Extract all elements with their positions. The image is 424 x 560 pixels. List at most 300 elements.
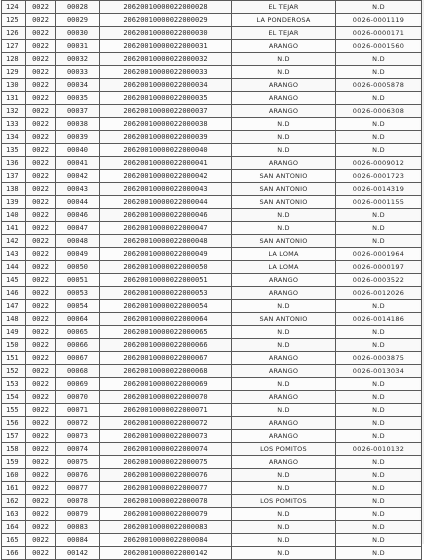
- table-row: [2, 235, 422, 248]
- sector-code-cell: 0022: [26, 144, 56, 157]
- reference-number-cell: N.D: [336, 404, 422, 417]
- table-row: [2, 222, 422, 235]
- parcel-number-cell: 00077: [56, 482, 100, 495]
- cadastral-code-cell: 20620010000022000030: [100, 27, 232, 40]
- registry-table-body: [2, 1, 422, 560]
- table-row: [2, 547, 422, 560]
- reference-number-cell: N.D: [336, 417, 422, 430]
- table-row: [2, 118, 422, 131]
- place-name-cell: N.D: [232, 521, 336, 534]
- row-number-cell: 143: [2, 248, 26, 261]
- cadastral-code-cell: 20620010000022000078: [100, 495, 232, 508]
- cadastral-code-cell: 20620010000022000028: [100, 1, 232, 14]
- row-number-cell: 141: [2, 222, 26, 235]
- table-row: [2, 378, 422, 391]
- table-row: [2, 1, 422, 14]
- table-row: [2, 443, 422, 456]
- sector-code-cell: 0022: [26, 339, 56, 352]
- place-name-cell: SAN ANTONIO: [232, 196, 336, 209]
- sector-code-cell: 0022: [26, 131, 56, 144]
- cadastral-code-cell: 20620010000022000071: [100, 404, 232, 417]
- sector-code-cell: 0022: [26, 534, 56, 547]
- parcel-number-cell: 00029: [56, 14, 100, 27]
- sector-code-cell: 0022: [26, 261, 56, 274]
- parcel-number-cell: 00069: [56, 378, 100, 391]
- sector-code-cell: 0022: [26, 27, 56, 40]
- table-row: [2, 157, 422, 170]
- parcel-number-cell: 00084: [56, 534, 100, 547]
- reference-number-cell: N.D: [336, 144, 422, 157]
- place-name-cell: N.D: [232, 326, 336, 339]
- reference-number-cell: N.D: [336, 482, 422, 495]
- parcel-number-cell: 00070: [56, 391, 100, 404]
- reference-number-cell: N.D: [336, 547, 422, 560]
- place-name-cell: ARANGO: [232, 430, 336, 443]
- cadastral-code-cell: 20620010000022000037: [100, 105, 232, 118]
- table-row: [2, 183, 422, 196]
- table-row: [2, 495, 422, 508]
- table-row: [2, 365, 422, 378]
- row-number-cell: 150: [2, 339, 26, 352]
- table-row: [2, 40, 422, 53]
- parcel-number-cell: 00066: [56, 339, 100, 352]
- sector-code-cell: 0022: [26, 209, 56, 222]
- cadastral-code-cell: 20620010000022000039: [100, 131, 232, 144]
- reference-number-cell: N.D: [336, 495, 422, 508]
- reference-number-cell: N.D: [336, 300, 422, 313]
- reference-number-cell: N.D: [336, 66, 422, 79]
- reference-number-cell: N.D: [336, 391, 422, 404]
- sector-code-cell: 0022: [26, 1, 56, 14]
- reference-number-cell: 0026-0000171: [336, 27, 422, 40]
- reference-number-cell: N.D: [336, 521, 422, 534]
- row-number-cell: 148: [2, 313, 26, 326]
- place-name-cell: ARANGO: [232, 79, 336, 92]
- sector-code-cell: 0022: [26, 170, 56, 183]
- reference-number-cell: N.D: [336, 118, 422, 131]
- place-name-cell: N.D: [232, 118, 336, 131]
- cadastral-code-cell: 20620010000022000050: [100, 261, 232, 274]
- place-name-cell: LA LOMA: [232, 261, 336, 274]
- parcel-number-cell: 00042: [56, 170, 100, 183]
- reference-number-cell: 0026-0003875: [336, 352, 422, 365]
- parcel-number-cell: 00041: [56, 157, 100, 170]
- reference-number-cell: N.D: [336, 469, 422, 482]
- table-row: [2, 430, 422, 443]
- row-number-cell: 164: [2, 521, 26, 534]
- row-number-cell: 153: [2, 378, 26, 391]
- table-row: [2, 417, 422, 430]
- sector-code-cell: 0022: [26, 105, 56, 118]
- row-number-cell: 166: [2, 547, 26, 560]
- cadastral-code-cell: 20620010000022000043: [100, 183, 232, 196]
- table-row: [2, 482, 422, 495]
- row-number-cell: 155: [2, 404, 26, 417]
- reference-number-cell: N.D: [336, 1, 422, 14]
- parcel-number-cell: 00034: [56, 79, 100, 92]
- reference-number-cell: 0026-0003522: [336, 274, 422, 287]
- cadastral-code-cell: 20620010000022000066: [100, 339, 232, 352]
- row-number-cell: 125: [2, 14, 26, 27]
- cadastral-code-cell: 20620010000022000053: [100, 287, 232, 300]
- place-name-cell: N.D: [232, 66, 336, 79]
- cadastral-code-cell: 20620010000022000079: [100, 508, 232, 521]
- parcel-number-cell: 00046: [56, 209, 100, 222]
- cadastral-code-cell: 20620010000022000065: [100, 326, 232, 339]
- row-number-cell: 161: [2, 482, 26, 495]
- parcel-number-cell: 00072: [56, 417, 100, 430]
- cadastral-code-cell: 20620010000022000038: [100, 118, 232, 131]
- table-row: [2, 326, 422, 339]
- cadastral-code-cell: 20620010000022000067: [100, 352, 232, 365]
- parcel-number-cell: 00079: [56, 508, 100, 521]
- reference-number-cell: 0026-0013034: [336, 365, 422, 378]
- cadastral-code-cell: 20620010000022000072: [100, 417, 232, 430]
- place-name-cell: N.D: [232, 404, 336, 417]
- sector-code-cell: 0022: [26, 469, 56, 482]
- table-row: [2, 521, 422, 534]
- parcel-number-cell: 00051: [56, 274, 100, 287]
- place-name-cell: N.D: [232, 339, 336, 352]
- row-number-cell: 134: [2, 131, 26, 144]
- table-row: [2, 79, 422, 92]
- row-number-cell: 154: [2, 391, 26, 404]
- table-row: [2, 261, 422, 274]
- cadastral-code-cell: 20620010000022000040: [100, 144, 232, 157]
- place-name-cell: N.D: [232, 222, 336, 235]
- parcel-number-cell: 00039: [56, 131, 100, 144]
- place-name-cell: ARANGO: [232, 287, 336, 300]
- row-number-cell: 133: [2, 118, 26, 131]
- sector-code-cell: 0022: [26, 53, 56, 66]
- parcel-number-cell: 00073: [56, 430, 100, 443]
- row-number-cell: 144: [2, 261, 26, 274]
- sector-code-cell: 0022: [26, 417, 56, 430]
- sector-code-cell: 0022: [26, 313, 56, 326]
- sector-code-cell: 0022: [26, 547, 56, 560]
- row-number-cell: 160: [2, 469, 26, 482]
- cadastral-code-cell: 20620010000022000084: [100, 534, 232, 547]
- table-row: [2, 456, 422, 469]
- place-name-cell: N.D: [232, 469, 336, 482]
- place-name-cell: N.D: [232, 378, 336, 391]
- place-name-cell: ARANGO: [232, 92, 336, 105]
- row-number-cell: 142: [2, 235, 26, 248]
- place-name-cell: N.D: [232, 209, 336, 222]
- sector-code-cell: 0022: [26, 183, 56, 196]
- table-row: [2, 534, 422, 547]
- reference-number-cell: N.D: [336, 209, 422, 222]
- table-row: [2, 27, 422, 40]
- parcel-number-cell: 00048: [56, 235, 100, 248]
- table-row: [2, 508, 422, 521]
- sector-code-cell: 0022: [26, 508, 56, 521]
- sector-code-cell: 0022: [26, 495, 56, 508]
- sector-code-cell: 0022: [26, 92, 56, 105]
- place-name-cell: LA LOMA: [232, 248, 336, 261]
- reference-number-cell: N.D: [336, 339, 422, 352]
- place-name-cell: N.D: [232, 300, 336, 313]
- row-number-cell: 127: [2, 40, 26, 53]
- row-number-cell: 165: [2, 534, 26, 547]
- place-name-cell: ARANGO: [232, 456, 336, 469]
- table-row: [2, 404, 422, 417]
- table-row: [2, 352, 422, 365]
- parcel-number-cell: 00083: [56, 521, 100, 534]
- row-number-cell: 162: [2, 495, 26, 508]
- place-name-cell: SAN ANTONIO: [232, 313, 336, 326]
- sector-code-cell: 0022: [26, 235, 56, 248]
- table-row: [2, 391, 422, 404]
- cadastral-code-cell: 20620010000022000049: [100, 248, 232, 261]
- parcel-number-cell: 00065: [56, 326, 100, 339]
- reference-number-cell: 0026-0001560: [336, 40, 422, 53]
- parcel-number-cell: 00030: [56, 27, 100, 40]
- parcel-number-cell: 00043: [56, 183, 100, 196]
- parcel-number-cell: 00032: [56, 53, 100, 66]
- reference-number-cell: 0026-0001119: [336, 14, 422, 27]
- row-number-cell: 130: [2, 79, 26, 92]
- sector-code-cell: 0022: [26, 482, 56, 495]
- parcel-number-cell: 00053: [56, 287, 100, 300]
- cadastral-code-cell: 20620010000022000075: [100, 456, 232, 469]
- parcel-number-cell: 00078: [56, 495, 100, 508]
- row-number-cell: 129: [2, 66, 26, 79]
- cadastral-code-cell: 20620010000022000069: [100, 378, 232, 391]
- parcel-number-cell: 00038: [56, 118, 100, 131]
- place-name-cell: N.D: [232, 534, 336, 547]
- row-number-cell: 140: [2, 209, 26, 222]
- parcel-number-cell: 00074: [56, 443, 100, 456]
- table-row: [2, 131, 422, 144]
- cadastral-code-cell: 20620010000022000046: [100, 209, 232, 222]
- place-name-cell: ARANGO: [232, 274, 336, 287]
- reference-number-cell: 0026-0010132: [336, 443, 422, 456]
- reference-number-cell: 0026-0001723: [336, 170, 422, 183]
- parcel-number-cell: 00050: [56, 261, 100, 274]
- row-number-cell: 147: [2, 300, 26, 313]
- sector-code-cell: 0022: [26, 430, 56, 443]
- place-name-cell: SAN ANTONIO: [232, 235, 336, 248]
- sector-code-cell: 0022: [26, 391, 56, 404]
- place-name-cell: EL TEJAR: [232, 1, 336, 14]
- cadastral-code-cell: 20620010000022000048: [100, 235, 232, 248]
- table-row: [2, 313, 422, 326]
- sector-code-cell: 0022: [26, 274, 56, 287]
- reference-number-cell: N.D: [336, 326, 422, 339]
- parcel-number-cell: 00040: [56, 144, 100, 157]
- sector-code-cell: 0022: [26, 378, 56, 391]
- sector-code-cell: 0022: [26, 40, 56, 53]
- cadastral-code-cell: 20620010000022000074: [100, 443, 232, 456]
- sector-code-cell: 0022: [26, 352, 56, 365]
- reference-number-cell: 0026-0009012: [336, 157, 422, 170]
- table-row: [2, 248, 422, 261]
- parcel-number-cell: 00044: [56, 196, 100, 209]
- row-number-cell: 128: [2, 53, 26, 66]
- sector-code-cell: 0022: [26, 456, 56, 469]
- row-number-cell: 126: [2, 27, 26, 40]
- table-row: [2, 287, 422, 300]
- row-number-cell: 163: [2, 508, 26, 521]
- row-number-cell: 158: [2, 443, 26, 456]
- row-number-cell: 159: [2, 456, 26, 469]
- row-number-cell: 139: [2, 196, 26, 209]
- sector-code-cell: 0022: [26, 14, 56, 27]
- parcel-number-cell: 00076: [56, 469, 100, 482]
- reference-number-cell: N.D: [336, 53, 422, 66]
- row-number-cell: 149: [2, 326, 26, 339]
- parcel-number-cell: 00064: [56, 313, 100, 326]
- reference-number-cell: N.D: [336, 92, 422, 105]
- table-row: [2, 92, 422, 105]
- place-name-cell: ARANGO: [232, 391, 336, 404]
- property-registry-table: [1, 0, 422, 560]
- place-name-cell: LOS POMITOS: [232, 443, 336, 456]
- parcel-number-cell: 00068: [56, 365, 100, 378]
- place-name-cell: N.D: [232, 53, 336, 66]
- place-name-cell: N.D: [232, 131, 336, 144]
- cadastral-code-cell: 20620010000022000033: [100, 66, 232, 79]
- sector-code-cell: 0022: [26, 365, 56, 378]
- row-number-cell: 132: [2, 105, 26, 118]
- sector-code-cell: 0022: [26, 287, 56, 300]
- cadastral-code-cell: 20620010000022000041: [100, 157, 232, 170]
- row-number-cell: 137: [2, 170, 26, 183]
- cadastral-code-cell: 20620010000022000073: [100, 430, 232, 443]
- cadastral-code-cell: 20620010000022000054: [100, 300, 232, 313]
- reference-number-cell: N.D: [336, 534, 422, 547]
- place-name-cell: N.D: [232, 482, 336, 495]
- place-name-cell: SAN ANTONIO: [232, 183, 336, 196]
- cadastral-code-cell: 20620010000022000077: [100, 482, 232, 495]
- table-row: [2, 300, 422, 313]
- place-name-cell: ARANGO: [232, 352, 336, 365]
- row-number-cell: 136: [2, 157, 26, 170]
- reference-number-cell: N.D: [336, 508, 422, 521]
- parcel-number-cell: 00035: [56, 92, 100, 105]
- parcel-number-cell: 00142: [56, 547, 100, 560]
- parcel-number-cell: 00031: [56, 40, 100, 53]
- parcel-number-cell: 00049: [56, 248, 100, 261]
- reference-number-cell: 0026-0012026: [336, 287, 422, 300]
- row-number-cell: 152: [2, 365, 26, 378]
- row-number-cell: 145: [2, 274, 26, 287]
- row-number-cell: 146: [2, 287, 26, 300]
- table-row: [2, 339, 422, 352]
- parcel-number-cell: 00054: [56, 300, 100, 313]
- reference-number-cell: 0026-0014319: [336, 183, 422, 196]
- parcel-number-cell: 00075: [56, 456, 100, 469]
- sector-code-cell: 0022: [26, 443, 56, 456]
- cadastral-code-cell: 20620010000022000051: [100, 274, 232, 287]
- reference-number-cell: N.D: [336, 131, 422, 144]
- sector-code-cell: 0022: [26, 248, 56, 261]
- place-name-cell: EL TEJAR: [232, 27, 336, 40]
- sector-code-cell: 0022: [26, 222, 56, 235]
- sector-code-cell: 0022: [26, 196, 56, 209]
- reference-number-cell: N.D: [336, 430, 422, 443]
- cadastral-code-cell: 20620010000022000032: [100, 53, 232, 66]
- reference-number-cell: 0026-0006308: [336, 105, 422, 118]
- place-name-cell: LA PONDEROSA: [232, 14, 336, 27]
- place-name-cell: ARANGO: [232, 105, 336, 118]
- row-number-cell: 151: [2, 352, 26, 365]
- reference-number-cell: N.D: [336, 456, 422, 469]
- parcel-number-cell: 00067: [56, 352, 100, 365]
- row-number-cell: 157: [2, 430, 26, 443]
- row-number-cell: 131: [2, 92, 26, 105]
- row-number-cell: 135: [2, 144, 26, 157]
- reference-number-cell: N.D: [336, 378, 422, 391]
- row-number-cell: 156: [2, 417, 26, 430]
- cadastral-code-cell: 20620010000022000044: [100, 196, 232, 209]
- table-row: [2, 209, 422, 222]
- place-name-cell: LOS POMITOS: [232, 495, 336, 508]
- parcel-number-cell: 00033: [56, 66, 100, 79]
- table-row: [2, 105, 422, 118]
- parcel-number-cell: 00028: [56, 1, 100, 14]
- cadastral-code-cell: 20620010000022000047: [100, 222, 232, 235]
- cadastral-code-cell: 20620010000022000031: [100, 40, 232, 53]
- parcel-number-cell: 00047: [56, 222, 100, 235]
- cadastral-code-cell: 20620010000022000042: [100, 170, 232, 183]
- cadastral-code-cell: 20620010000022000083: [100, 521, 232, 534]
- cadastral-code-cell: 20620010000022000076: [100, 469, 232, 482]
- place-name-cell: ARANGO: [232, 40, 336, 53]
- cadastral-code-cell: 20620010000022000142: [100, 547, 232, 560]
- table-row: [2, 469, 422, 482]
- sector-code-cell: 0022: [26, 118, 56, 131]
- parcel-number-cell: 00071: [56, 404, 100, 417]
- reference-number-cell: N.D: [336, 222, 422, 235]
- sector-code-cell: 0022: [26, 404, 56, 417]
- cadastral-code-cell: 20620010000022000064: [100, 313, 232, 326]
- reference-number-cell: 0026-0000197: [336, 261, 422, 274]
- place-name-cell: N.D: [232, 508, 336, 521]
- sector-code-cell: 0022: [26, 157, 56, 170]
- sector-code-cell: 0022: [26, 79, 56, 92]
- table-row: [2, 274, 422, 287]
- place-name-cell: N.D: [232, 144, 336, 157]
- row-number-cell: 138: [2, 183, 26, 196]
- reference-number-cell: 0026-0005878: [336, 79, 422, 92]
- cadastral-code-cell: 20620010000022000070: [100, 391, 232, 404]
- place-name-cell: N.D: [232, 547, 336, 560]
- table-row: [2, 53, 422, 66]
- table-row: [2, 170, 422, 183]
- place-name-cell: ARANGO: [232, 157, 336, 170]
- table-row: [2, 66, 422, 79]
- row-number-cell: 124: [2, 1, 26, 14]
- table-row: [2, 144, 422, 157]
- reference-number-cell: 0026-0014186: [336, 313, 422, 326]
- cadastral-code-cell: 20620010000022000029: [100, 14, 232, 27]
- place-name-cell: ARANGO: [232, 365, 336, 378]
- sector-code-cell: 0022: [26, 300, 56, 313]
- sector-code-cell: 0022: [26, 521, 56, 534]
- sector-code-cell: 0022: [26, 326, 56, 339]
- reference-number-cell: 0026-0001964: [336, 248, 422, 261]
- parcel-number-cell: 00037: [56, 105, 100, 118]
- sector-code-cell: 0022: [26, 66, 56, 79]
- table-row: [2, 196, 422, 209]
- table-row: [2, 14, 422, 27]
- cadastral-code-cell: 20620010000022000035: [100, 92, 232, 105]
- place-name-cell: ARANGO: [232, 417, 336, 430]
- reference-number-cell: N.D: [336, 235, 422, 248]
- place-name-cell: SAN ANTONIO: [232, 170, 336, 183]
